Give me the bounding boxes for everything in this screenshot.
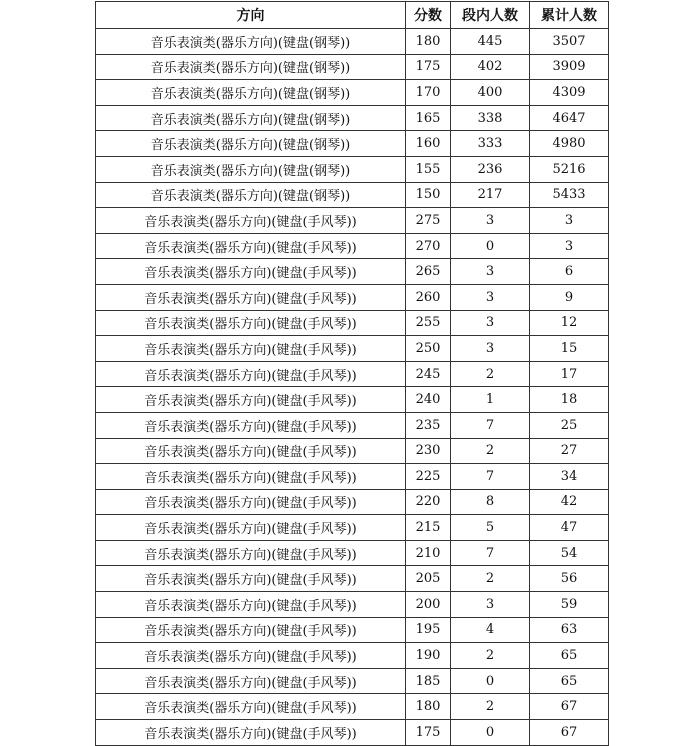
table-row [96,310,609,336]
cell-segment-count: 7 [451,412,530,438]
cell-segment-count: 8 [451,489,530,515]
cell-direction: 音乐表演类(器乐方向)(键盘(手风琴)) [96,592,406,618]
cell-score: 220 [406,489,451,515]
table-header [96,2,609,29]
cell-segment-count: 2 [451,438,530,464]
cell-segment-count: 2 [451,643,530,669]
cell-segment-count: 2 [451,566,530,592]
cell-segment-count: 1 [451,387,530,413]
cell-score: 180 [406,29,451,55]
table-row [96,720,609,746]
table-row [96,643,609,669]
cell-cumulative-count: 3507 [530,29,609,55]
cell-score: 215 [406,515,451,541]
cell-direction: 音乐表演类(器乐方向)(键盘(手风琴)) [96,464,406,490]
cell-score: 260 [406,284,451,310]
cell-cumulative-count: 18 [530,387,609,413]
score-distribution-table [95,1,609,746]
table-row [96,592,609,618]
cell-score: 275 [406,208,451,234]
cell-segment-count: 0 [451,720,530,746]
table-body [96,29,609,746]
cell-cumulative-count: 3 [530,208,609,234]
table-row [96,412,609,438]
cell-score: 255 [406,310,451,336]
cell-direction: 音乐表演类(器乐方向)(键盘(手风琴)) [96,668,406,694]
cell-segment-count: 4 [451,617,530,643]
cell-score: 180 [406,694,451,720]
table-row [96,233,609,259]
cell-cumulative-count: 27 [530,438,609,464]
cell-score: 265 [406,259,451,285]
cell-direction: 音乐表演类(器乐方向)(键盘(手风琴)) [96,720,406,746]
header-row [96,2,609,29]
cell-cumulative-count: 42 [530,489,609,515]
cell-segment-count: 7 [451,464,530,490]
cell-score: 230 [406,438,451,464]
cell-score: 150 [406,182,451,208]
cell-score: 175 [406,54,451,80]
cell-segment-count: 2 [451,694,530,720]
cell-score: 240 [406,387,451,413]
cell-cumulative-count: 3 [530,233,609,259]
cell-score: 175 [406,720,451,746]
table-row [96,694,609,720]
table-row [96,438,609,464]
cell-direction: 音乐表演类(器乐方向)(键盘(手风琴)) [96,617,406,643]
table-row [96,105,609,131]
header-cumulative-count: 累计人数 [530,2,609,29]
table-row [96,361,609,387]
cell-segment-count: 236 [451,156,530,182]
cell-score: 205 [406,566,451,592]
cell-cumulative-count: 65 [530,668,609,694]
table-row [96,54,609,80]
cell-segment-count: 402 [451,54,530,80]
cell-cumulative-count: 6 [530,259,609,285]
cell-direction: 音乐表演类(器乐方向)(键盘(钢琴)) [96,131,406,157]
cell-direction: 音乐表演类(器乐方向)(键盘(手风琴)) [96,336,406,362]
cell-direction: 音乐表演类(器乐方向)(键盘(手风琴)) [96,694,406,720]
cell-direction: 音乐表演类(器乐方向)(键盘(钢琴)) [96,156,406,182]
cell-direction: 音乐表演类(器乐方向)(键盘(手风琴)) [96,259,406,285]
cell-cumulative-count: 4309 [530,80,609,106]
cell-cumulative-count: 63 [530,617,609,643]
cell-segment-count: 3 [451,284,530,310]
header-score: 分数 [406,2,451,29]
cell-cumulative-count: 5216 [530,156,609,182]
cell-segment-count: 3 [451,259,530,285]
cell-segment-count: 338 [451,105,530,131]
cell-score: 195 [406,617,451,643]
cell-segment-count: 333 [451,131,530,157]
cell-cumulative-count: 4980 [530,131,609,157]
cell-score: 165 [406,105,451,131]
cell-direction: 音乐表演类(器乐方向)(键盘(手风琴)) [96,233,406,259]
cell-direction: 音乐表演类(器乐方向)(键盘(手风琴)) [96,540,406,566]
cell-score: 245 [406,361,451,387]
table-row [96,566,609,592]
cell-score: 190 [406,643,451,669]
cell-score: 155 [406,156,451,182]
cell-segment-count: 3 [451,336,530,362]
table-row [96,182,609,208]
cell-direction: 音乐表演类(器乐方向)(键盘(钢琴)) [96,29,406,55]
cell-segment-count: 7 [451,540,530,566]
cell-cumulative-count: 25 [530,412,609,438]
cell-direction: 音乐表演类(器乐方向)(键盘(手风琴)) [96,284,406,310]
cell-segment-count: 0 [451,233,530,259]
table-row [96,336,609,362]
header-direction: 方向 [96,2,406,29]
cell-score: 160 [406,131,451,157]
cell-direction: 音乐表演类(器乐方向)(键盘(手风琴)) [96,643,406,669]
table-row [96,131,609,157]
cell-direction: 音乐表演类(器乐方向)(键盘(手风琴)) [96,361,406,387]
header-segment-count: 段内人数 [451,2,530,29]
table-row [96,668,609,694]
cell-segment-count: 3 [451,592,530,618]
table-row [96,387,609,413]
cell-direction: 音乐表演类(器乐方向)(键盘(手风琴)) [96,387,406,413]
cell-score: 235 [406,412,451,438]
table-row [96,156,609,182]
cell-cumulative-count: 67 [530,720,609,746]
cell-score: 210 [406,540,451,566]
cell-direction: 音乐表演类(器乐方向)(键盘(钢琴)) [96,105,406,131]
cell-score: 270 [406,233,451,259]
cell-cumulative-count: 67 [530,694,609,720]
cell-score: 170 [406,80,451,106]
cell-cumulative-count: 47 [530,515,609,541]
cell-direction: 音乐表演类(器乐方向)(键盘(手风琴)) [96,438,406,464]
cell-segment-count: 400 [451,80,530,106]
cell-cumulative-count: 56 [530,566,609,592]
cell-direction: 音乐表演类(器乐方向)(键盘(手风琴)) [96,566,406,592]
cell-segment-count: 2 [451,361,530,387]
table-row [96,284,609,310]
cell-cumulative-count: 17 [530,361,609,387]
cell-cumulative-count: 34 [530,464,609,490]
cell-cumulative-count: 65 [530,643,609,669]
cell-cumulative-count: 54 [530,540,609,566]
cell-segment-count: 5 [451,515,530,541]
cell-segment-count: 3 [451,208,530,234]
cell-cumulative-count: 15 [530,336,609,362]
cell-direction: 音乐表演类(器乐方向)(键盘(手风琴)) [96,310,406,336]
cell-direction: 音乐表演类(器乐方向)(键盘(钢琴)) [96,182,406,208]
cell-segment-count: 3 [451,310,530,336]
cell-cumulative-count: 9 [530,284,609,310]
cell-direction: 音乐表演类(器乐方向)(键盘(手风琴)) [96,515,406,541]
cell-cumulative-count: 5433 [530,182,609,208]
cell-direction: 音乐表演类(器乐方向)(键盘(手风琴)) [96,412,406,438]
cell-cumulative-count: 3909 [530,54,609,80]
table-row [96,208,609,234]
cell-cumulative-count: 59 [530,592,609,618]
table-row [96,617,609,643]
cell-direction: 音乐表演类(器乐方向)(键盘(手风琴)) [96,208,406,234]
cell-segment-count: 445 [451,29,530,55]
table-row [96,515,609,541]
cell-direction: 音乐表演类(器乐方向)(键盘(手风琴)) [96,489,406,515]
table-row [96,29,609,55]
table-row [96,259,609,285]
cell-segment-count: 217 [451,182,530,208]
table-row [96,80,609,106]
table-row [96,489,609,515]
cell-score: 200 [406,592,451,618]
cell-direction: 音乐表演类(器乐方向)(键盘(钢琴)) [96,54,406,80]
cell-cumulative-count: 4647 [530,105,609,131]
table-row [96,540,609,566]
cell-cumulative-count: 12 [530,310,609,336]
cell-direction: 音乐表演类(器乐方向)(键盘(钢琴)) [96,80,406,106]
table-row [96,464,609,490]
cell-score: 185 [406,668,451,694]
cell-segment-count: 0 [451,668,530,694]
cell-score: 250 [406,336,451,362]
cell-score: 225 [406,464,451,490]
